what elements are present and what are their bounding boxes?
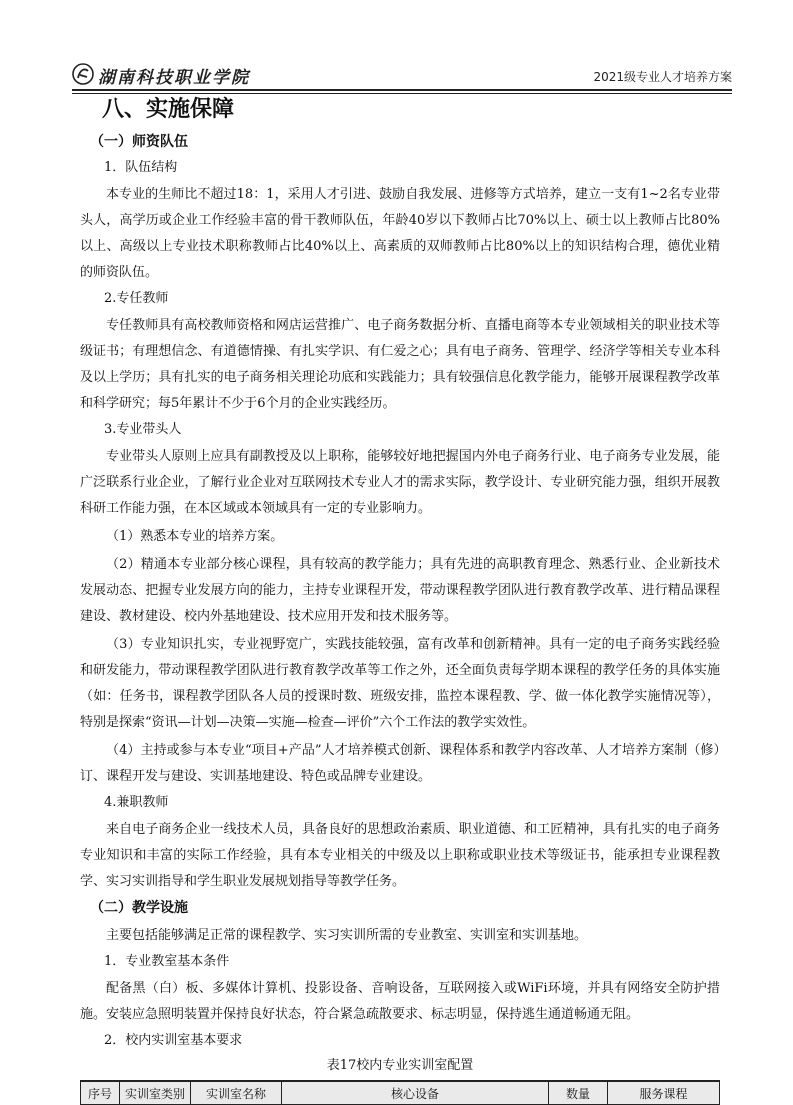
paragraph: 主要包括能够满足正常的课程教学、实习实训所需的专业教室、实训室和实训基地。 <box>106 928 588 943</box>
paragraph: （2）精通本专业部分核心课程，具有较高的教学能力；具有先进的高职教育理念、熟悉行业、企业新技术发展动态、把握专业发展方向的能力，主持专业课程开发，带动课程教学团队进行教育教学改革、进行精品课程建设、教材建设、校内外基地建设、技术应用开发和技术服务等。 <box>80 557 720 624</box>
paragraph: （3）专业知识扎实，专业视野宽广，实践技能较强，富有改革和创新精神。具有一定的电子商务实践经验和研发能力，带动课程教学团队进行教育教学改革等工作之外，还全面负责每学期本课程的教学任务的具体实施（如：任务书，课程教学团队各人员的授课时数、班级安排，监控本课程教、学、做一体化教学实施情况等），特别是探索“资讯—计划—决策—实施—检查—评价”六个工作法的教学实效性。 <box>80 637 720 730</box>
item-heading: 1．队伍结构 <box>104 160 178 175</box>
lab-config-table <box>80 1080 720 1105</box>
table-caption: 表17校内专业实训室配置 <box>326 1058 474 1073</box>
table-header-cell: 实训室名称 <box>191 1081 282 1105</box>
section-title: 八、实施保障 <box>102 97 235 122</box>
page-header <box>72 62 732 92</box>
paragraph: 专任教师具有高校教师资格和网店运营推广、电子商务数据分析、直播电商等本专业领域相关的职业技术等级证书；有理想信念、有道德情操、有扎实学识、有仁爱之心；具有电子商务、管理学、经济学等相关专业本科及以上学历；具有扎实的电子商务相关理论功底和实践能力；具有较强信息化教学能力，能够开展课程教学改革和科学研究；每5年累计不少于6个月的企业实践经历。 <box>80 318 720 411</box>
subsection-title-facilities: （二）教学设施 <box>90 900 188 916</box>
table-header-cell: 实训室类别 <box>120 1081 191 1105</box>
subsection-title-faculty: （一）师资队伍 <box>90 134 188 150</box>
paragraph: 来自电子商务企业一线技术人员，具备良好的思想政治素质、职业道德、和工匠精神，具有扎实的电子商务专业知识和丰富的实际工作经验，具有本专业相关的中级及以上职称或职业技术等级证书，能承担专业课程教学、实习实训指导和学生职业发展规划指导等教学任务。 <box>80 822 720 889</box>
paragraph: （1）熟悉本专业的培养方案。 <box>106 529 284 544</box>
item-heading: 2.专任教师 <box>104 291 169 306</box>
doc-title: 2021级专业人才培养方案 <box>593 70 732 84</box>
table-header-cell: 数量 <box>549 1081 608 1105</box>
header-rule <box>72 89 732 91</box>
item-heading: 3.专业带头人 <box>104 422 182 437</box>
paragraph: （4）主持或参与本专业“项目+产品”人才培养模式创新、课程体系和教学内容改革、人才培养方案制（修）订、课程开发与建设、实训基地建设、特色或品牌专业建设。 <box>80 743 720 784</box>
paragraph: 专业带头人原则上应具有副教授及以上职称，能够较好地把握国内外电子商务行业、电子商务专业发展，能广泛联系行业企业，了解行业企业对互联网技术专业人才的需求实际，教学设计、专业研究能力强，组织开展教科研工作能力强，在本区域或本领域具有一定的专业影响力。 <box>80 449 720 516</box>
school-logo-icon <box>72 63 94 85</box>
item-heading: 4.兼职教师 <box>104 795 169 810</box>
header-rule-thin <box>72 93 732 94</box>
paragraph: 本专业的生师比不超过18：1，采用人才引进、鼓励自我发展、进修等方式培养，建立一支有1~2名专业带头人，高学历或企业工作经验丰富的骨干教师队伍，年龄40岁以下教师占比70%以上、硕士以上教师占比80%以上、高级以上专业技术职称教师占比40%以上、高素质的双师教师占比80%以上的知识结构合理，德优业精的师资队伍。 <box>80 187 720 280</box>
page-content <box>80 95 720 1105</box>
table-header-cell: 服务课程 <box>608 1081 720 1105</box>
table-header-row <box>81 1081 720 1105</box>
item-heading: 1．专业教室基本条件 <box>104 954 230 969</box>
item-heading: 2．校内实训室基本要求 <box>104 1033 243 1048</box>
paragraph: 配备黑（白）板、多媒体计算机、投影设备、音响设备，互联网接入或WiFi环境，并具有网络安全防护措施。安装应急照明装置并保持良好状态，符合紧急疏散要求、标志明显，保持逃生通道畅通无阻。 <box>80 981 720 1022</box>
school-name: 湖南科技职业学院 <box>98 68 250 88</box>
table-header-cell: 序号 <box>81 1081 120 1105</box>
table-header-cell: 核心设备 <box>282 1081 549 1105</box>
